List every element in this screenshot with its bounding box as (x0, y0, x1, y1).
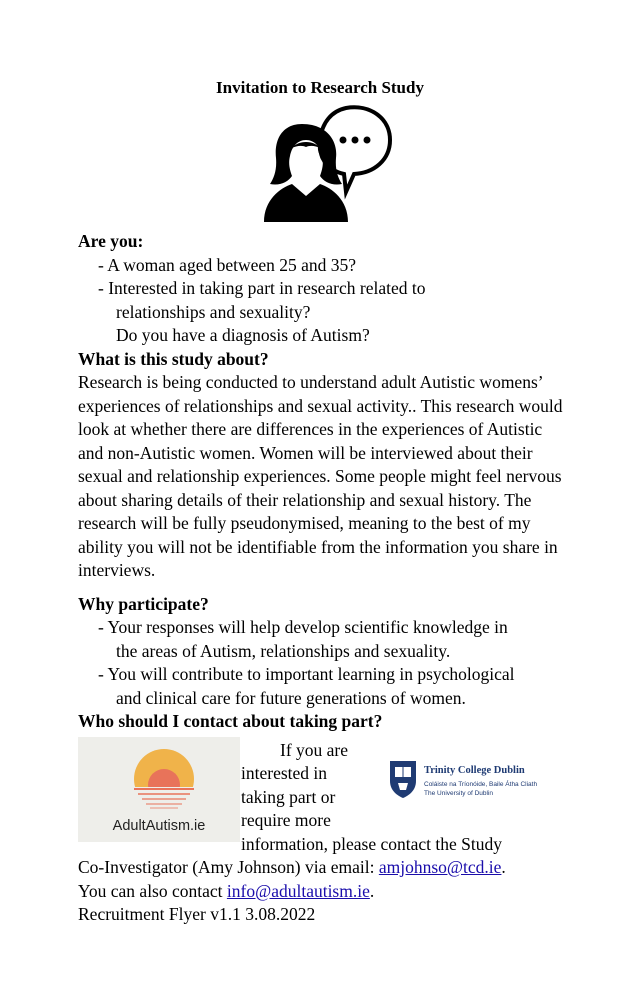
contact-line-6 (78, 856, 568, 880)
adultautism-logo-text: AdultAutism.ie (112, 817, 206, 834)
bullet-age: - A woman aged between 25 and 35? (98, 254, 357, 275)
contact-line-7 (78, 880, 568, 904)
woman-speech-bubble-icon (260, 100, 395, 225)
contact-line-2: interested in (241, 763, 328, 783)
flyer-content (78, 230, 568, 927)
bullet-knowledge-cont: the areas of Autism, relationships and sexuality. (116, 640, 451, 661)
heading-about: What is this study about? (78, 348, 269, 369)
contact-text-wrap (241, 739, 381, 833)
tcd-university: The University of Dublin (424, 789, 493, 797)
bullet-interest-cont: relationships and sexuality? (116, 301, 311, 322)
sunset-icon (78, 737, 240, 817)
contact-line-6-suffix: . (501, 857, 506, 877)
email-link-adultautism[interactable]: info@adultautism.ie (226, 880, 370, 901)
tcd-crest-icon (388, 759, 418, 799)
contact-line-7-prefix: You can also contact (78, 880, 227, 901)
adultautism-logo (78, 737, 240, 842)
flyer-version: Recruitment Flyer v1.1 3.08.2022 (78, 904, 316, 924)
contact-line-1: If you are (280, 739, 349, 760)
tcd-name: Trinity College Dublin (424, 764, 525, 776)
about-paragraph: Research is being conducted to understand adult Autistic womens’ experiences of relationships and sexual activity.. This research would look at whether there are differences in the experiences of Autistic and non-Autistic women. Women will be interviewed about their sexual and relationship experiences. Some people might feel nervous about sharing details of their relationship and sexual history. The research will be fully pseudonymised, meaning to the best of my ability you will not be identifiable from the information you share in interviews. (78, 372, 563, 580)
contact-line-3: taking part or (241, 786, 336, 807)
contact-line-6-prefix: Co-Investigator (Amy Johnson) via email: (78, 857, 379, 877)
contact-line-7-suffix: . (369, 880, 375, 901)
page-title: Invitation to Research Study (216, 78, 424, 97)
tcd-irish: Coláiste na Tríonóide, Baile Átha Cliath (424, 780, 538, 788)
bullet-learning-cont: and clinical care for future generations of women. (116, 687, 466, 708)
email-link-tcd[interactable]: amjohnso@tcd.ie (378, 857, 502, 877)
contact-area (78, 737, 568, 847)
tcd-logo (388, 759, 563, 803)
bullet-learning: - You will contribute to important learning in psychological (98, 664, 515, 684)
contact-line-4: require more (241, 810, 331, 830)
bullet-diagnosis: Do you have a diagnosis of Autism? (116, 325, 370, 345)
heading-are-you: Are you: (78, 231, 144, 251)
bullet-interest: - Interested in taking part in research related to (98, 278, 426, 298)
contact-line-5: information, please contact the Study (241, 833, 502, 854)
bullet-knowledge: - Your responses will help develop scientific knowledge in (98, 617, 508, 637)
heading-contact: Who should I contact about taking part? (78, 711, 383, 731)
heading-why: Why participate? (78, 593, 209, 614)
